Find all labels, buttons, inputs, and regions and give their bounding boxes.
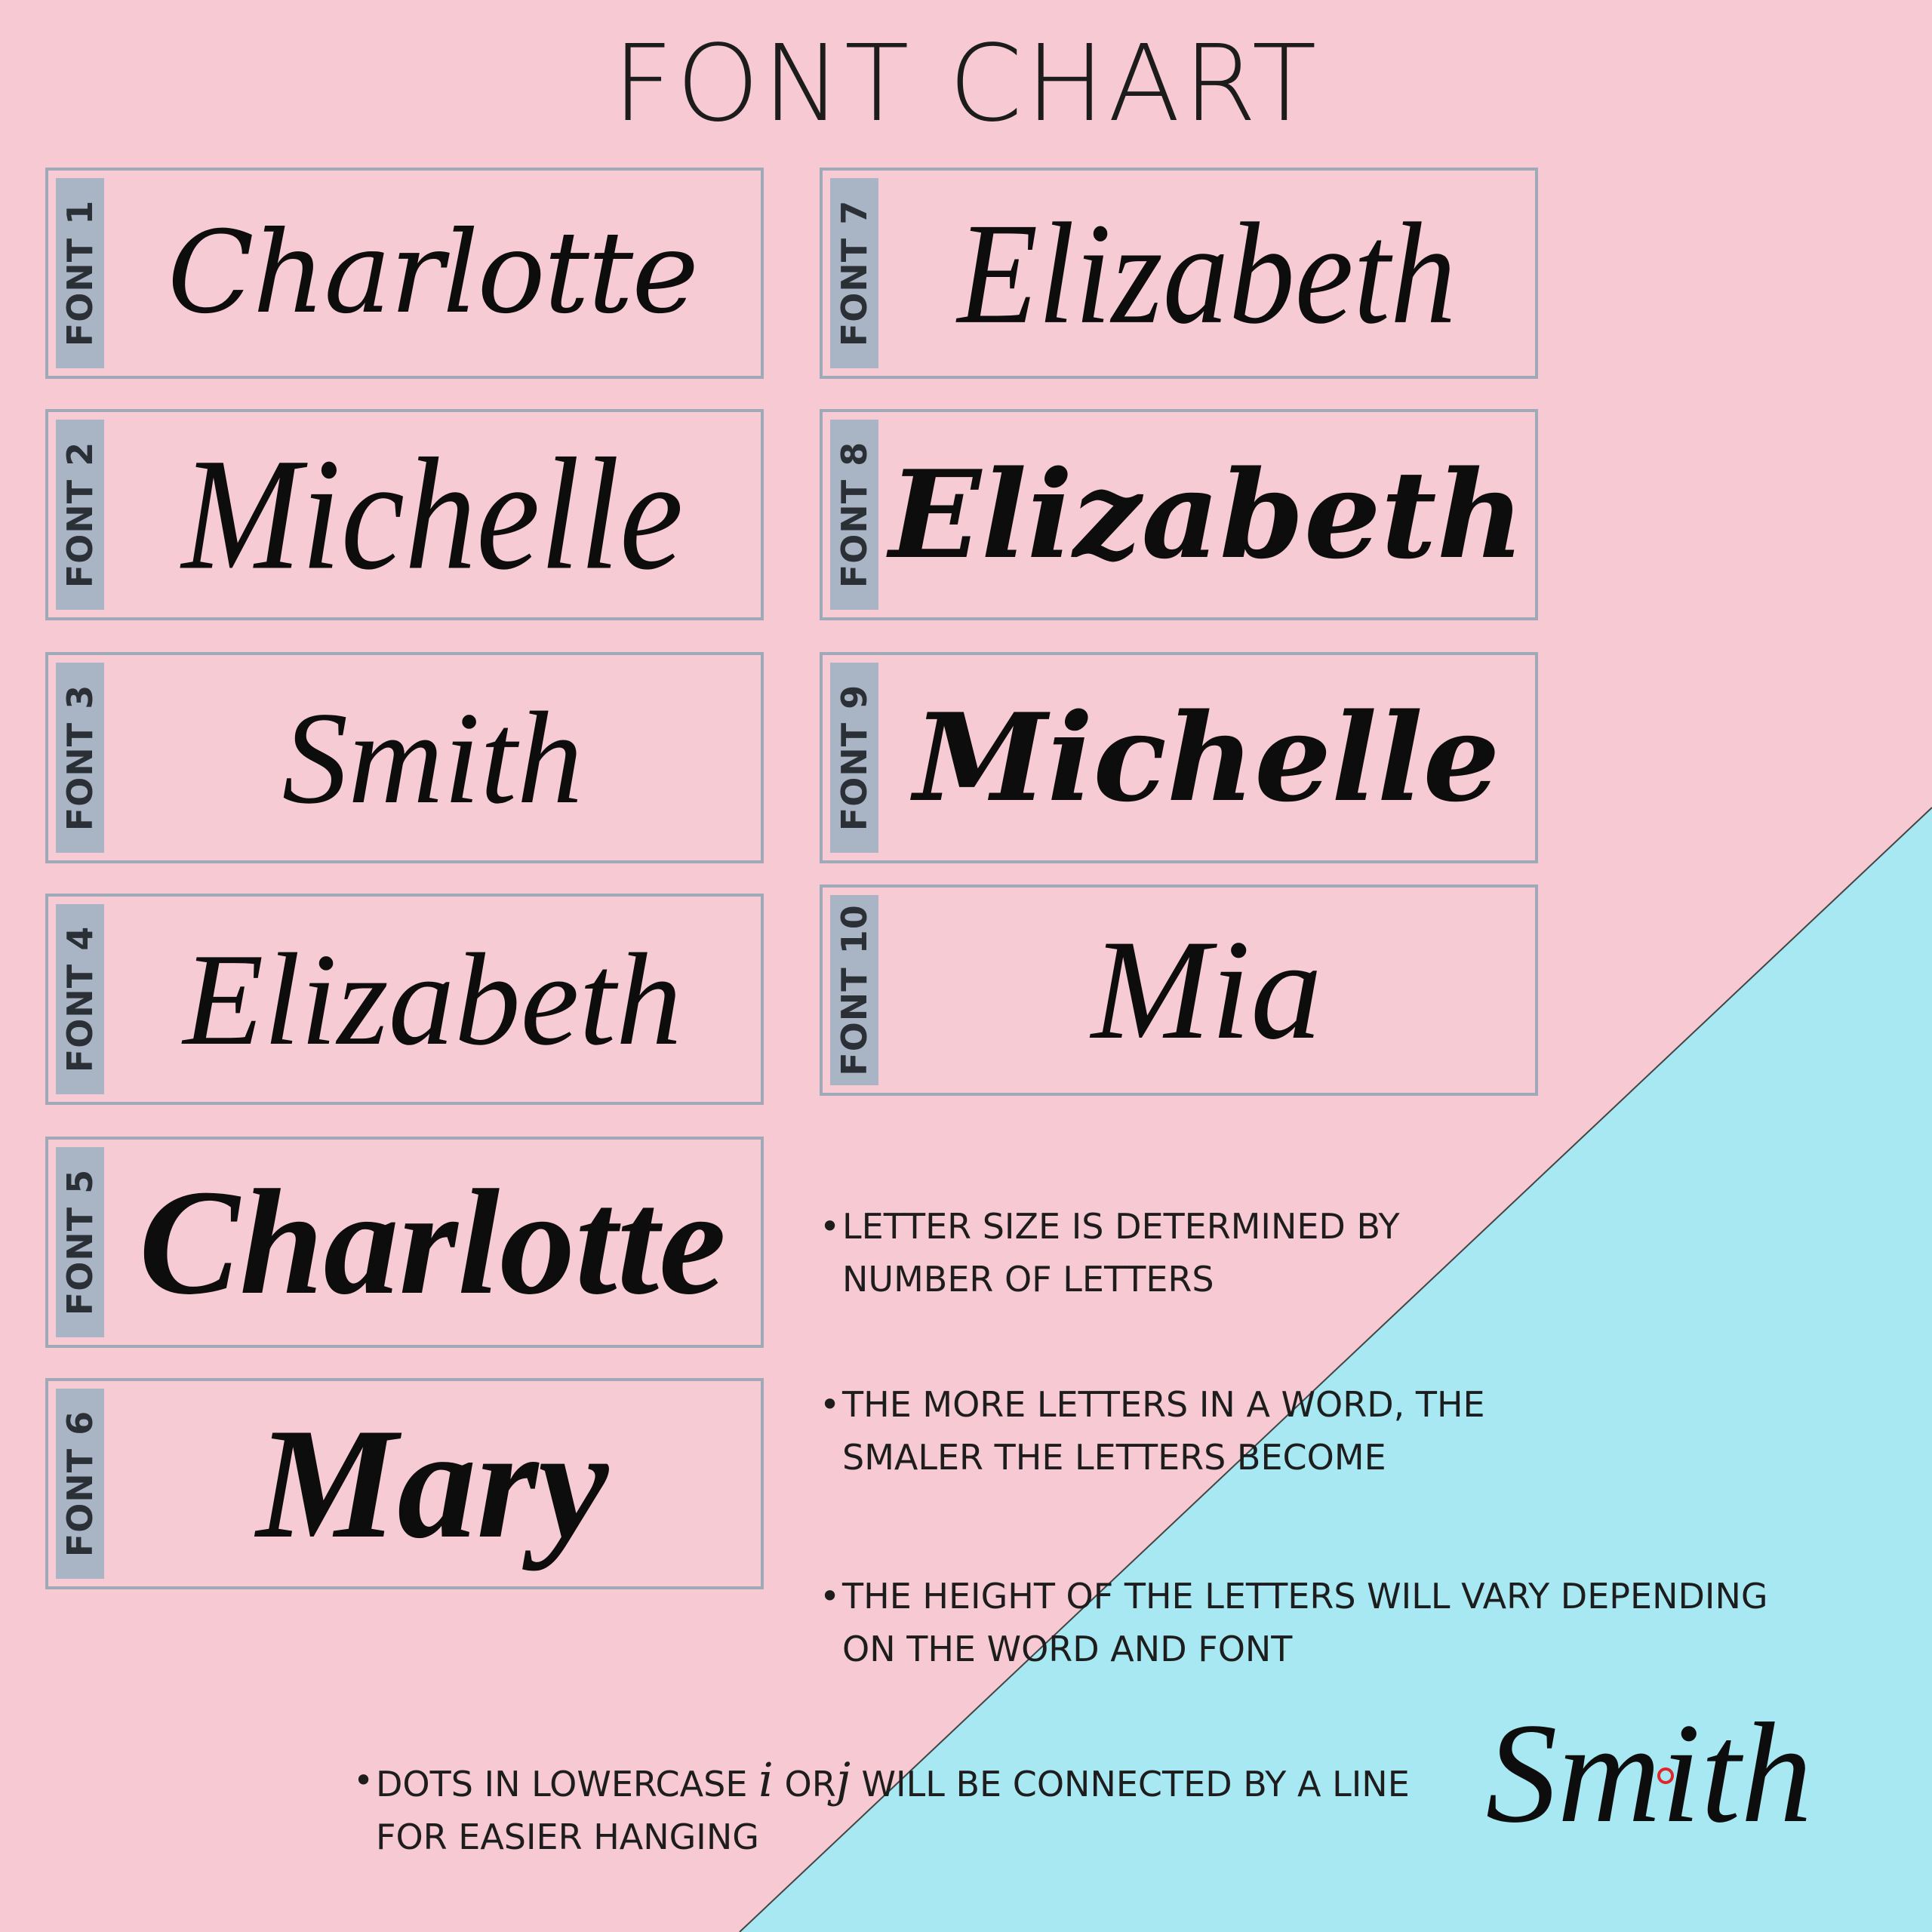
note-more-letters bbox=[820, 1378, 1485, 1484]
font-panel-4 bbox=[45, 894, 764, 1105]
note-line: NUMBER OF LETTERS bbox=[842, 1259, 1214, 1300]
font-sample: Elizabeth bbox=[183, 925, 682, 1072]
note-letter-size bbox=[820, 1200, 1400, 1306]
font-label: FONT 10 bbox=[834, 904, 875, 1076]
note-line: THE MORE LETTERS IN A WORD, THE bbox=[842, 1384, 1485, 1425]
font-tab bbox=[56, 1389, 104, 1579]
font-sample: Mary bbox=[256, 1395, 609, 1571]
font-tab bbox=[830, 663, 878, 853]
note-line: ON THE WORD AND FONT bbox=[842, 1629, 1293, 1669]
font-panel-2 bbox=[45, 409, 764, 620]
lowercase-j-glyph: j bbox=[835, 1752, 851, 1807]
font-label: FONT 7 bbox=[834, 199, 875, 347]
font-tab bbox=[56, 420, 104, 610]
font-panel-6 bbox=[45, 1378, 764, 1589]
font-label: FONT 8 bbox=[834, 441, 875, 589]
font-sample: Charlotte bbox=[167, 208, 698, 339]
font-sample: Charlotte bbox=[139, 1158, 726, 1326]
note-line: SMALER THE LETTERS BECOME bbox=[842, 1437, 1386, 1478]
font-tab bbox=[56, 663, 104, 853]
font-panel-9 bbox=[820, 652, 1538, 863]
note-text: DOTS IN LOWERCASE bbox=[376, 1764, 748, 1804]
font-sample: Michelle bbox=[181, 426, 684, 604]
font-tab bbox=[830, 178, 878, 368]
font-sample: Elizabeth bbox=[957, 192, 1457, 354]
font-panel-3 bbox=[45, 652, 764, 863]
note-text: OR bbox=[784, 1764, 836, 1804]
font-panel-7 bbox=[820, 168, 1538, 379]
note-line: LETTER SIZE IS DETERMINED BY bbox=[842, 1206, 1400, 1247]
note-text: WILL BE CONNECTED BY A LINE bbox=[861, 1764, 1410, 1804]
font-label: FONT 6 bbox=[60, 1410, 100, 1558]
font-sample: Smith bbox=[281, 684, 583, 831]
font-label: FONT 3 bbox=[60, 684, 100, 832]
font-tab bbox=[56, 178, 104, 368]
font-panel-1 bbox=[45, 168, 764, 379]
note-line: FOR EASIER HANGING bbox=[376, 1817, 759, 1857]
font-sample: Mia bbox=[1091, 911, 1323, 1069]
page-title: FONT CHART bbox=[612, 23, 1320, 146]
font-tab bbox=[830, 420, 878, 610]
bullet: • bbox=[820, 1384, 841, 1425]
font-label: FONT 5 bbox=[60, 1168, 100, 1316]
note-dots-connected bbox=[353, 1752, 1410, 1863]
bullet: • bbox=[820, 1206, 841, 1247]
note-line: THE HEIGHT OF THE LETTERS WILL VARY DEPENDING bbox=[842, 1576, 1768, 1617]
bullet: • bbox=[820, 1576, 841, 1617]
note-letter-height bbox=[820, 1570, 1768, 1675]
font-panel-10 bbox=[820, 884, 1538, 1096]
font-label: FONT 9 bbox=[834, 684, 875, 832]
note-line bbox=[376, 1754, 1410, 1810]
font-panel-5 bbox=[45, 1137, 764, 1348]
font-panel-8 bbox=[820, 409, 1538, 620]
font-tab bbox=[56, 904, 104, 1094]
dot-highlight-icon bbox=[1657, 1767, 1674, 1784]
font-sample: Michelle bbox=[913, 687, 1500, 829]
bullet: • bbox=[353, 1760, 374, 1801]
font-sample: Elizabeth bbox=[889, 444, 1524, 586]
font-label: FONT 1 bbox=[60, 199, 100, 347]
font-label: FONT 2 bbox=[60, 441, 100, 589]
font-tab bbox=[830, 895, 878, 1085]
lowercase-i-glyph: i bbox=[758, 1752, 774, 1807]
font-tab bbox=[56, 1147, 104, 1337]
font-label: FONT 4 bbox=[60, 925, 100, 1073]
connected-dot-example: Smith bbox=[1485, 1694, 1813, 1853]
